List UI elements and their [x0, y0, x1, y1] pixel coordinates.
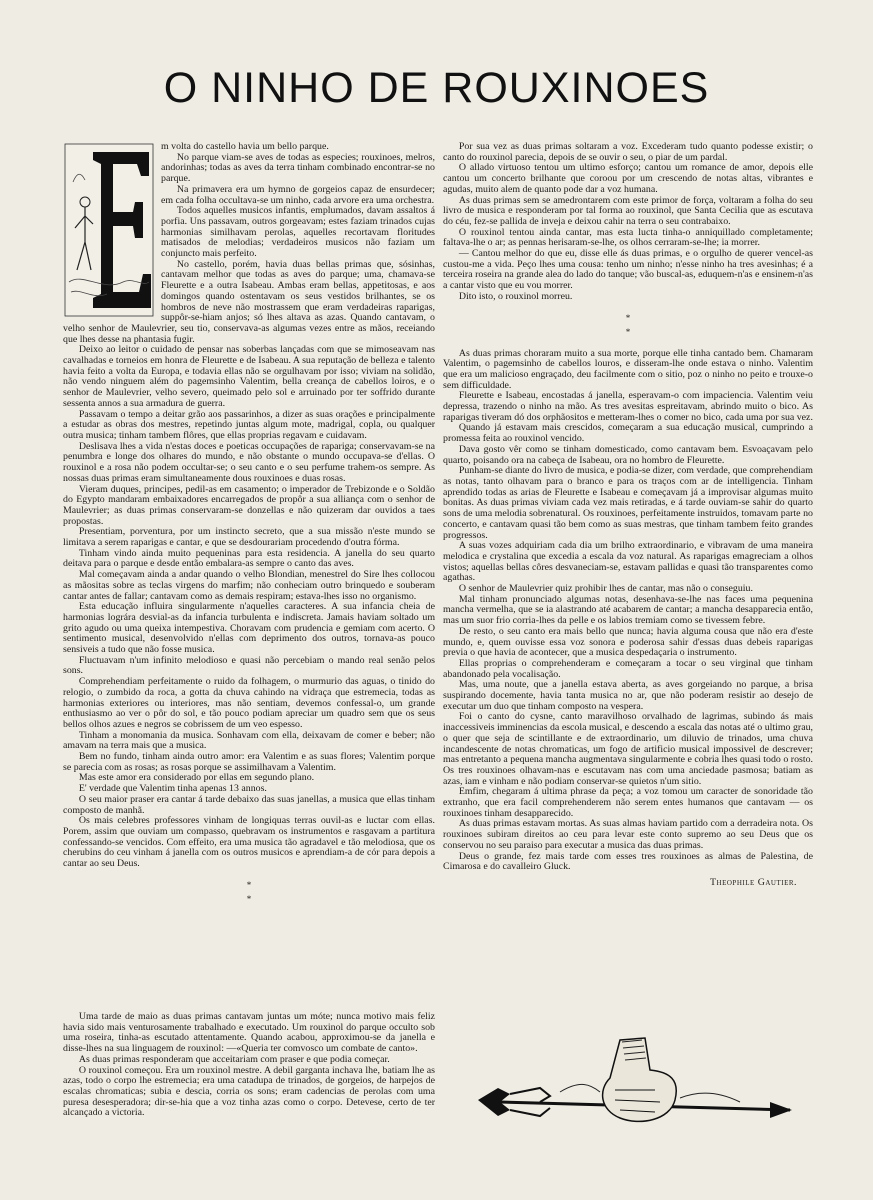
paragraph: Bem no fundo, tinham ainda outro amor: era Valentim e as suas flores; Valentim porque se parecia com as rosas; as rosas porque se assimilhavam a Valentim. [63, 751, 435, 773]
paragraph: De resto, o seu canto era mais bello que nunca; havia alguma cousa que não era d'este mundo, e, quem ouvisse essa voz sonora e poderosa sahir d'essas duas debeis raparigas previa o que havia de acontecer, que a musica despedaçaria o instrumento. [443, 625, 813, 659]
paragraph: Mas, uma noute, que a janella estava aberta, as aves gorgeiando no parque, a brisa suspirando docemente, havia tanta musica no ar, que não poderam resistir ao desejo de executar um duo que tinham composto na vespera. [443, 679, 813, 712]
paragraph: O rouxinol começou. Era um rouxinol mestre. A debil garganta inchava lhe, batiam lhe as azas, todo o corpo lhe estremecia; era uma catadupa de trinados, de gorgeios, de harpejos de escalas chromaticas; subia e descia, corria os sons; eram cadencias de perolas com uma puresa desesperadora; dir-se-hia que a voz tinha azas como o corpo. Detevese, certo de ter alcançado a victoria. [63, 1064, 435, 1119]
paragraph: E' verdade que Valentim tinha apenas 13 annos. [78, 783, 267, 795]
paragraph: Mal tinham pronunciado algumas notas, desenhava-se-lhe nas faces uma pequenina mancha vermelha, que se ia alastrando até acabarem de cantar; a mancha desapparecia então, mas um suor frio corria-lhes da pelle e os labios tremiam como se tivessem febre. [443, 593, 813, 627]
paragraph: Esta educação influira singularmente n'aquelles caracteres. A sua infancia cheia de harmonias lográra desvial-as da infancia turbulenta e indiscreta. Jamais haviam soltado um grito agudo ou uma queixa intempestiva. Choravam com prudencia e gemiam com acerto. O sentimento musical, desenvolvido n'ellas com deprimento dos outros, tornava-as pouco sensiveis a tudo que não fosse musica. [63, 601, 435, 656]
right-column [443, 142, 813, 889]
paragraph: Tinham a monomania da musica. Sonhavam com ella, deixavam de comer e beber; não amavam na terra mais que a musica. [63, 729, 435, 752]
article-title: O NINHO DE ROUXINOES [163, 64, 710, 112]
paragraph: Punham-se diante do livro de musica, e podia-se dizer, com verdade, que comprehendiam as notas, tanto olhavam para o branco e para os traços com ar de intelligencia. Tinham aprendido todas as arias de Fleurette e Isabeau e começavam já a improvisar algumas muito bonitas. As duas primas viviam cada vez mais retiradas, e á tarde ouviam-se sahir do quarto sons de uma melodia sobrenatural. Os rouxinoes, perfeitamente instruidos, tomavam parte no concerto, e cantavam quasi tão bem como as suas mestras, que tinham tambem feito grandes progressos. [443, 465, 813, 541]
paragraph: Presentiam, porventura, por um instincto secreto, que a sua missão n'este mundo se limitava a serem raparigas e cantar, e que se desdourariam procedendo d'outra fórma. [63, 526, 435, 549]
paragraph: O rouxinol tentou ainda cantar, mas esta lucta tinha-o anniquillado completamente; faltava-lhe o ar; as pennas herisaram-se-lhe, os olhos cerraram-se-lhe; ia morrer. [443, 226, 813, 249]
paragraph: Deixo ao leitor o cuidado de pensar nas soberbas lançadas com que se mimoseavam nas cavalhadas e torneios em honra de Fleurette e de Isabeau. A sua reputação de belleza e talento havia feito a volta da Europa, e todavia ellas não se orgulhavam por isso; viviam na solidão, não vendo ninguem além do pagemsinho Valentim, bella creança de cabellos loiros, e o senhor de Maulevrier, velho severo, queimado pelo sol e arruinado por ter soffrido durante sessenta annos a sua armadura de guerra. [63, 344, 435, 409]
paragraph: A suas vozes adquiriam cada dia um brilho extraordinario, e vibravam de uma maneira melodica e crystalina que excedia a escala da voz natural. As raparigas emagreciam a olhos vistos; aquellas bellas côres desvaneciam-se, estavam pallidas e quasi tão transparentes como agathas. [443, 540, 813, 584]
paragraph: Fleurette e Isabeau, encostadas á janella, esperavam-o com impaciencia. Valentim veiu depressa, trazendo o ninho na mão. As tres avesitas espreitavam, abrindo muito o bico. As raparigas tiveram dó dos orphãositos e metteram-lhes o comer no bico, cada uma por sua vez. [443, 390, 813, 423]
paragraph: Todos aquelles musicos infantis, emplumados, davam assaltos á porfia. Uns passavam, outros gorgeavam; estes faziam trinados cujas harmonias similhavam perolas, aquelles recortavam floritudes matisados de melodias; verdadeiros musicos não faziam um conjuncto mais perfeito. [161, 205, 435, 260]
paragraph: As duas primas choraram muito a sua morte, porque elle tinha cantado bem. Chamaram Valentim, o pagemsinho de cabellos louros, e disseram-lhe onde estava o ninho. Valentim que era um malicioso engraçado, deu facilmente com o sitio, poz o ninho no peito e trouxe-o sem difficuldade. [443, 347, 813, 391]
paragraph: m volta do castello havia um bello parque. [161, 141, 329, 152]
hand-arrow-ornament-icon [470, 1030, 800, 1145]
paragraph: O senhor de Maulevrier quiz prohibir lhes de cantar, mas não o conseguiu. [458, 583, 753, 595]
paragraph: Os mais celebres professores vinham de longiquas terras ouvil-as e luctar com ellas. Porem, assim que ouviam um compasso, quebravam os instrumentos e rasgavam a partitura confessando-se vencidos. Com effeito, era uma musica tão agradavel e tão melodiosa, que os cherubins do ceu vinham á janella com os outros musicos e aprendiam-a de cór para depois a cantar ao seu Deus. [63, 815, 435, 870]
paragraph: O allado virtuoso tentou um ultimo esforço; cantou um romance de amor, depois elle cantou um concerto brilhante que coroou por um crescendo de notas altas, vibrantes e agudas, muito alem de quanto pode dar a voz humana. [443, 162, 813, 195]
paragraph: Foi o canto do cysne, canto maravilhoso orvalhado de lagrimas, subindo ás mais inaccessiveis imminencias da escola musical, e descendo a escala das notas até o ultimo grau, o quer que seja de scintillante e de extraordinario, um diluvio de trinados, uma chuva incandescente de notas chromaticas, um fogo de artificio musical impossivel de descrever; mas entretanto a pequena mancha augmentava singularmente e cobria lhes quasi todo o rosto. Os tres rouxinoes olhavam-nas e escutavam nas com uma anciedade pasmosa; batiam as azas, iam e vinham e não podiam conservar-se quietos n'um sitio. [443, 711, 813, 787]
paragraph: O seu maior praser era cantar á tarde debaixo das suas janellas, a musica que ellas tinham composto de manhã. [63, 793, 435, 816]
bottom-left-column [63, 1012, 435, 1119]
paragraph: Deslisava lhes a vida n'estas doces e poeticas occupações de rapariga; conservavam-se na penumbra e longe dos olhares do mundo, e não obstante o mundo occupava-se d'ellas. O rouxinol e a rosa não podem occultar-se; o seu canto e o seu perfume trahem-os sempre. As nossas duas primas eram simultaneamente dous rouxinoes e duas rosas. [63, 440, 435, 484]
paragraph: Comprehendiam perfeitamente o ruido da folhagem, o murmurio das aguas, o tinido do relogio, o zumbido da roca, a gotta da chuva cahindo na vidraça que estremecia, todas as harmonias exteriores ou interiores, mas não sentiam, devemos confessal-o, um grande enthusiasmo ao ver o pôr do sol, e tão pouco podiam apreciar um quadro sem que os seus bellos olhos azues e negros se cobrissem de um veo espesso. [63, 676, 435, 730]
paragraph: Por sua vez as duas primas soltaram a voz. Excederam tudo quanto podesse existir; o canto do rouxinol parecia, depois de se ouvir o seu, o piar de um pardal. [443, 141, 813, 163]
paragraph: As duas primas estavam mortas. As suas almas haviam partido com a derradeira nota. Os rouxinoes subiram direitos ao ceu para levar este conto supremo ao seu Deus que os conservou no seu paraiso para executar a musica das duas primas. [443, 818, 813, 851]
paragraph: As duas primas responderam que acceitariam com praser e que podia começar. [78, 1053, 390, 1065]
paragraph: Mas este amor era considerado por ellas em segundo plano. [78, 772, 315, 784]
section-separator: * * [625, 312, 631, 337]
paragraph: Passavam o tempo a deitar grão aos passarinhos, a dizer as suas orações e principalmente a estudar as obras dos mestres, repetindo juntas algum mote, madrigal, copla, ou qualquer outra musica; tinham tambem flôres, que ellas proprias regavam e cuidavam. [63, 408, 435, 441]
paragraph: Na primavera era um hymno de gorgeios capaz de ensurdecer; em cada folha occultava-se um ninho, cada arvore era uma orchestra. [161, 183, 435, 206]
left-column [63, 142, 435, 916]
section-separator: * * [246, 879, 252, 904]
paragraph: Dito isto, o rouxinol morreu. [458, 290, 573, 302]
paragraph: Ellas proprias o comprehenderam e começaram a tocar o seu virginal que tinham abandonado pela vocalisação. [443, 657, 813, 680]
paragraph: Dava gosto vêr como se tinham domesticado, como cantavam bem. Esvoaçavam pelo quarto, poisando ora na cabeça de Isabeau, ora no hombro de Fleurette. [443, 443, 813, 466]
paragraph: Deus o grande, fez mais tarde com esses tres rouxinoes as almas de Palestina, de Cimarosa e do cavalleiro Gluck. [443, 850, 813, 873]
paragraph: — Cantou melhor do que eu, disse elle ás duas primas, e o orgulho de querer vencel-as custou-me a vida. Peço lhes uma cousa: tenho um ninho; n'esse ninho ha tres avesinhas; é a terceira roseira na grande alea do lado do tanque; vão buscal-as, eduquem-n'as e ensinem-n'as a cantar visto que eu vou morrer. [443, 248, 813, 292]
paragraph: No parque viam-se aves de todas as especies; rouxinoes, melros, andorinhas; todas as aves da terra tinham combinado encontrar-se no parque. [161, 151, 435, 185]
paragraph: Vieram duques, principes, pedil-as em casamento; o imperador de Trebizonde e o Soldão do Egypto mandaram embaixadores encarregados de propôr a sua alliança com o senhor de Maulevrier; as duas primas conservaram-se donzellas e não quizeram dar ouvidos a taes propostas. [63, 483, 435, 527]
paragraph: Emfim, chegaram á ultima phrase da peça; a voz tomou um caracter de sonoridade tão extranho, que era facil comprehenderem não serem entes humanos que cantavam — os rouxinoes tinham desapparecido. [443, 786, 813, 819]
dropcap-illustration [63, 142, 155, 318]
paragraph: As duas primas sem se amedrontarem com este primor de força, voltaram a folha do seu livro de musica e responderam por tal forma ao rouxinol, que Santa Cecilia que as escutava do céu, fez-se pallida de inveja e deixou cahir na terra o seu contrabaixo. [443, 194, 813, 227]
paragraph: Uma tarde de maio as duas primas cantavam juntas um móte; nunca motivo mais feliz havia sido mais venturosamente trabalhado e executado. Um rouxinol do parque occulto sob uma roseira, tinha-as escutado attentamente. Quando acabou, approximou-se da janella e disse-lhes na sua linguagem de rouxinol: —«Queria ter comvosco um combate de canto». [63, 1011, 435, 1055]
paragraph: Tinham vindo ainda muito pequeninas para esta residencia. A janella do seu quarto deitava para o parque e desde então embalara-as sempre o canto das aves. [63, 547, 435, 570]
paragraph: Quando já estavam mais crescidos, começaram a sua educação musical, cumprindo a promessa feita ao rouxinol vencido. [443, 422, 813, 445]
paragraph: No castello, porém, havia duas bellas primas que, sósinhas, cantavam melhor que todas as aves do parque; uma, chamava-se Fleurette e a outra Isabeau. Ambas eram bellas, appetitosas, e aos domingos quando ostentavam os seus vestidos brilhantes, se os hombros de neve não mostrassem que eram verdadeiras raparigas, suppôr-se-hiam anjos; só lhes altava as azas. Quando cantavam, o velho senhor de Maulevrier, seu tio, conservava-as algumas vezes entre as mãos, receiando que lhes desse na phantasia fugir. [63, 258, 435, 345]
author-signature: Theophile Gautier. [710, 877, 797, 888]
paragraph: Fluctuavam n'um infinito melodioso e quasi não percebiam o mando real senão pelos sons. [63, 654, 435, 677]
paragraph: Mal começavam ainda a andar quando o velho Blondian, menestrel do Sire lhes collocou as mãositas sobre as teclas virgens do marfim; não conheciam outro brinquedo e souberam cantar antes de fallar; cantavam como as demais respiram; estava-lhes isso no organismo. [63, 569, 435, 602]
